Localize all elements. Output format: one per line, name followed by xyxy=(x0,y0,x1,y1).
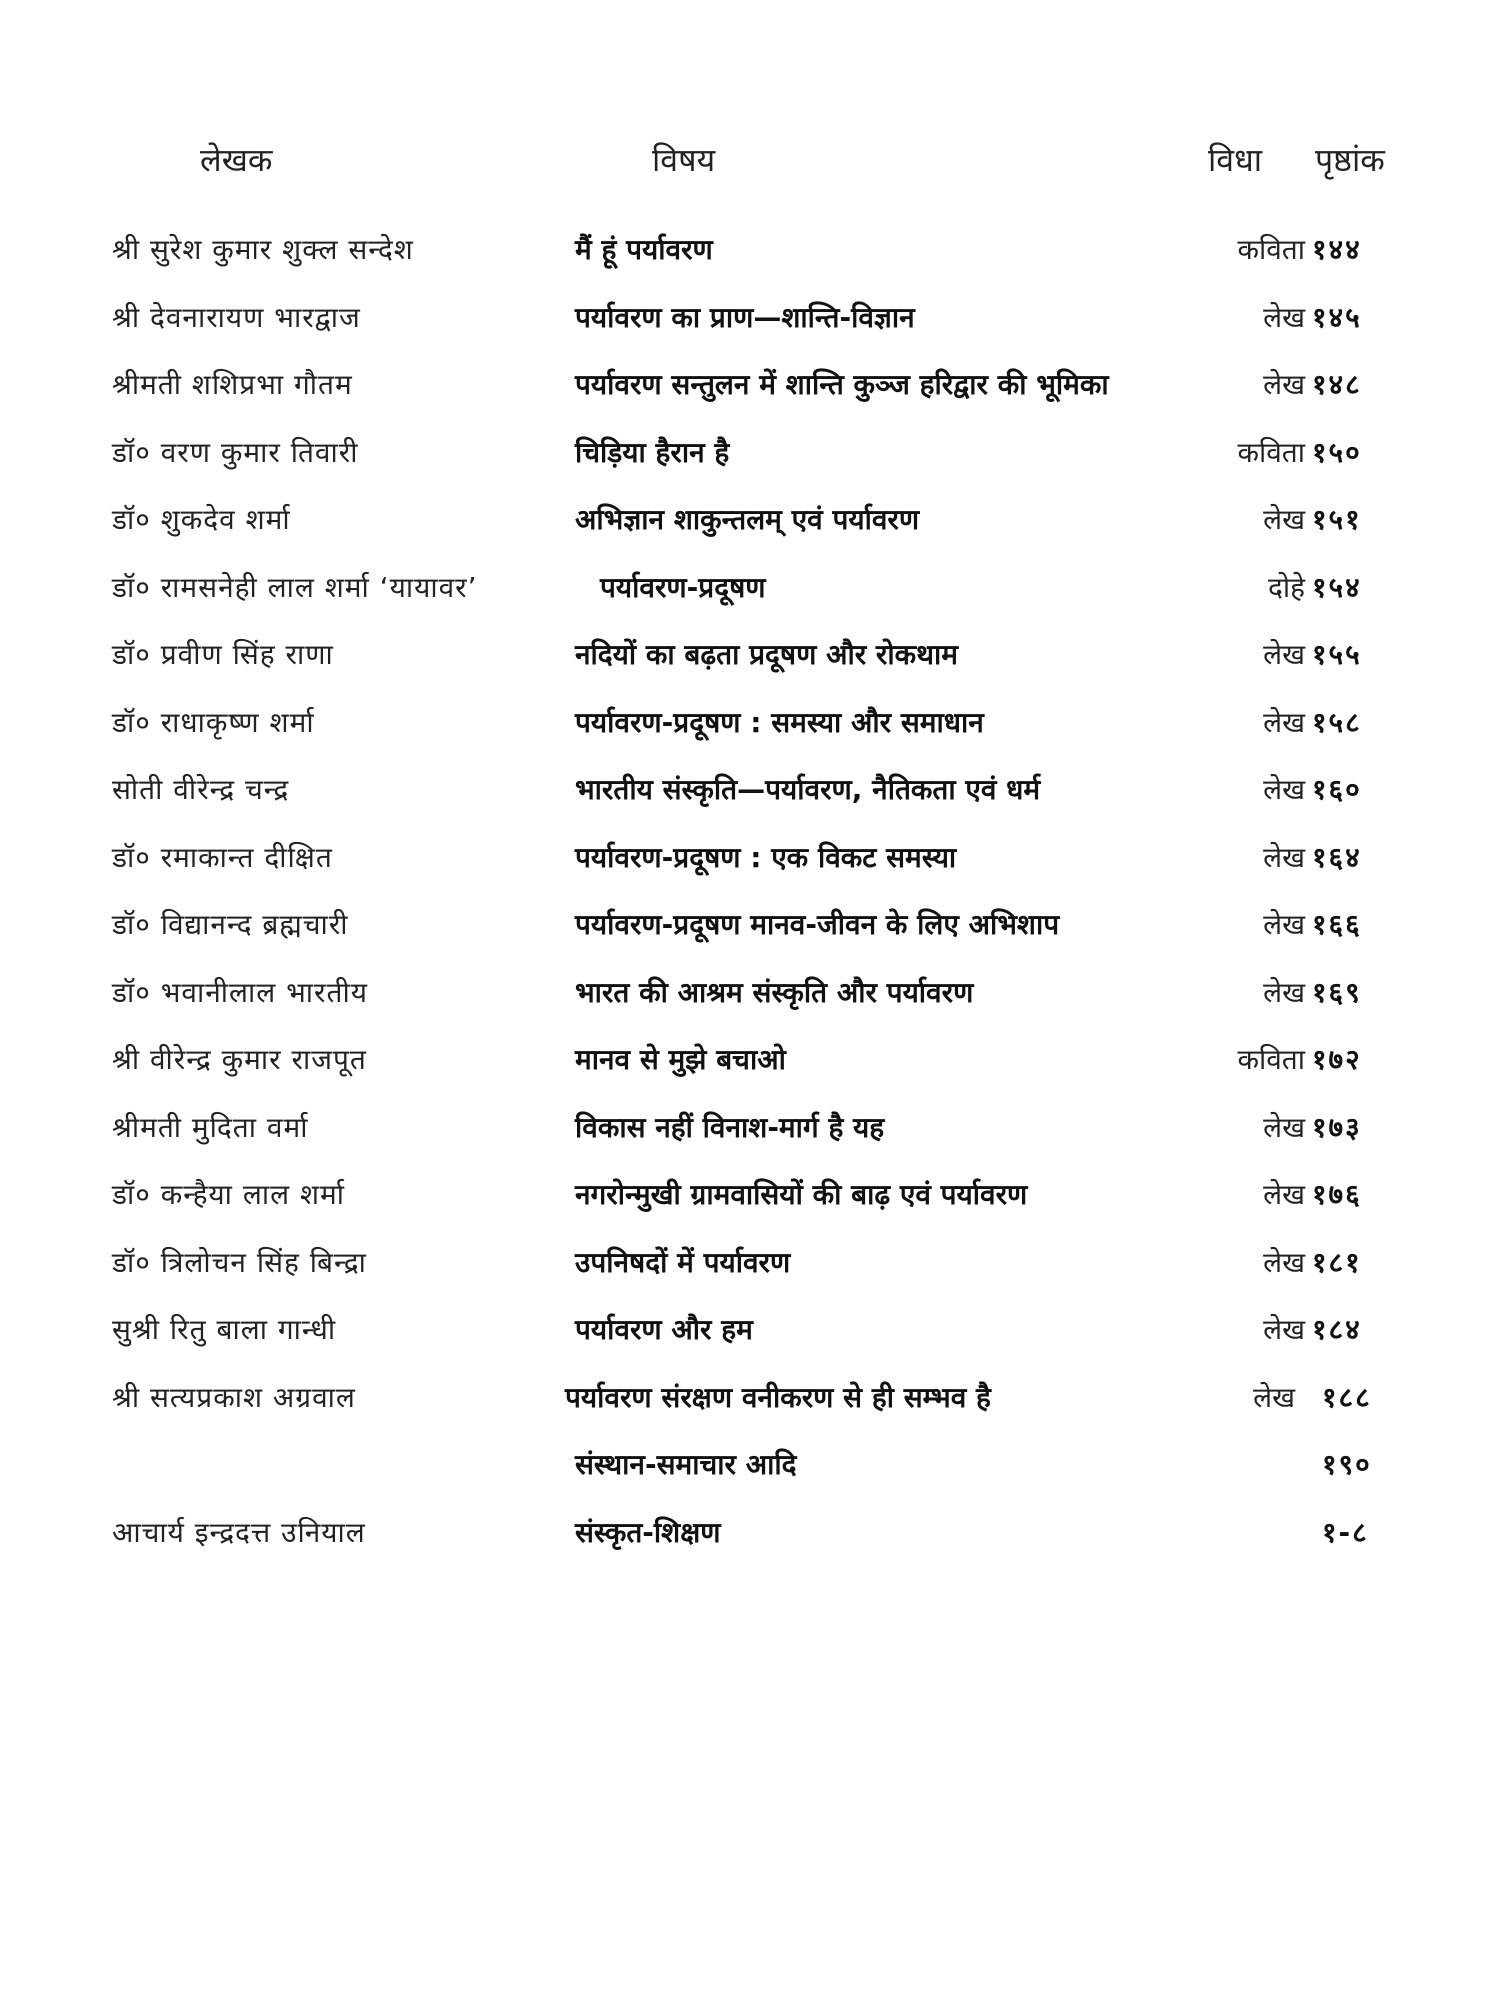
row-page: १६० xyxy=(1312,773,1362,806)
table-row xyxy=(0,830,1500,898)
row-genre: लेख xyxy=(1263,773,1305,806)
row-subject: भारत की आश्रम संस्कृति और पर्यावरण xyxy=(575,975,974,1009)
row-page: १४४ xyxy=(1312,233,1362,266)
row-author: श्रीमती मुदिता वर्मा xyxy=(112,1110,309,1144)
table-header xyxy=(0,138,1500,188)
row-subject: पर्यावरण-प्रदूषण मानव-जीवन के लिए अभिशाप xyxy=(575,908,1060,941)
row-author: आचार्य इन्द्रदत्त उनियाल xyxy=(112,1515,366,1549)
row-page: १७६ xyxy=(1312,1178,1362,1211)
table-row xyxy=(0,492,1500,560)
row-genre: लेख xyxy=(1263,368,1305,401)
row-genre: लेख xyxy=(1263,638,1305,671)
row-subject: मैं हूं पर्यावरण xyxy=(575,233,713,266)
row-subject: पर्यावरण संरक्षण वनीकरण से ही सम्भव है xyxy=(565,1380,991,1414)
contents-list xyxy=(0,222,1500,1572)
row-genre: कविता xyxy=(1237,1043,1305,1076)
row-author: डॉ० शुकदेव शर्मा xyxy=(112,503,291,536)
row-author: सुश्री रितु बाला गान्धी xyxy=(112,1313,337,1346)
row-subject: पर्यावरण सन्तुलन में शान्ति कुञ्ज हरिद्वार की भूमिका xyxy=(575,368,1109,401)
table-row xyxy=(0,425,1500,493)
row-page: १५४ xyxy=(1312,570,1362,604)
row-author: श्री देवनारायण भारद्वाज xyxy=(112,300,361,334)
row-subject: उपनिषदों में पर्यावरण xyxy=(575,1245,791,1279)
table-row xyxy=(0,1302,1500,1370)
row-author: श्रीमती शशिप्रभा गौतम xyxy=(112,368,353,401)
table-row xyxy=(0,965,1500,1033)
header-author: लेखक xyxy=(200,141,273,179)
row-genre: लेख xyxy=(1263,300,1305,334)
row-page: १५० xyxy=(1312,435,1362,469)
header-page: पृष्ठांक xyxy=(1315,141,1385,179)
row-author: सोती वीरेन्द्र चन्द्र xyxy=(112,773,290,806)
row-author: डॉ० कन्हैया लाल शर्मा xyxy=(112,1178,345,1211)
table-row xyxy=(0,1437,1500,1505)
table-row xyxy=(0,695,1500,763)
row-page: १५१ xyxy=(1312,503,1362,536)
row-genre: कविता xyxy=(1237,233,1305,266)
table-row xyxy=(0,357,1500,425)
row-author: डॉ० भवानीलाल भारतीय xyxy=(112,975,368,1009)
row-genre: लेख xyxy=(1263,975,1305,1009)
row-page: १-८ xyxy=(1322,1515,1369,1549)
row-genre: लेख xyxy=(1263,503,1305,536)
table-row xyxy=(0,1100,1500,1168)
row-subject: संस्थान-समाचार आदि xyxy=(575,1448,797,1481)
row-genre: दोहे xyxy=(1268,570,1305,604)
row-genre: लेख xyxy=(1263,705,1305,739)
header-genre: विधा xyxy=(1208,141,1263,179)
row-genre: लेख xyxy=(1253,1380,1295,1414)
row-subject: नदियों का बढ़ता प्रदूषण और रोकथाम xyxy=(575,638,959,671)
row-author: डॉ० राधाकृष्ण शर्मा xyxy=(112,705,315,739)
row-page: १६४ xyxy=(1312,840,1362,874)
row-subject: अभिज्ञान शाकुन्तलम् एवं पर्यावरण xyxy=(575,503,920,536)
row-subject: पर्यावरण-प्रदूषण xyxy=(600,570,766,604)
row-subject: पर्यावरण और हम xyxy=(575,1313,753,1346)
row-author: डॉ० रामसनेही लाल शर्मा ‘यायावर’ xyxy=(112,570,478,604)
row-genre: लेख xyxy=(1263,1245,1305,1279)
row-author: श्री वीरेन्द्र कुमार राजपूत xyxy=(112,1043,367,1076)
table-row xyxy=(0,897,1500,965)
row-page: १८८ xyxy=(1322,1380,1372,1414)
row-page: १७३ xyxy=(1312,1110,1362,1144)
table-row xyxy=(0,627,1500,695)
row-page: १५८ xyxy=(1312,705,1362,739)
table-row xyxy=(0,1370,1500,1438)
row-subject: पर्यावरण-प्रदूषण : एक विकट समस्या xyxy=(575,840,957,874)
row-subject: विकास नहीं विनाश-मार्ग है यह xyxy=(575,1110,885,1144)
table-row xyxy=(0,560,1500,628)
row-author: डॉ० त्रिलोचन सिंह बिन्द्रा xyxy=(112,1245,367,1279)
row-author: डॉ० रमाकान्त दीक्षित xyxy=(112,840,333,874)
table-row xyxy=(0,1167,1500,1235)
row-page: १४८ xyxy=(1312,368,1362,401)
table-row xyxy=(0,222,1500,290)
row-genre: लेख xyxy=(1263,1313,1305,1346)
row-author: डॉ० प्रवीण सिंह राणा xyxy=(112,638,334,671)
row-page: १६९ xyxy=(1312,975,1362,1009)
row-genre: लेख xyxy=(1263,908,1305,941)
row-page: १९० xyxy=(1322,1448,1372,1481)
row-author: श्री सुरेश कुमार शुक्ल सन्देश xyxy=(112,233,414,266)
row-page: १४५ xyxy=(1312,300,1362,334)
row-genre: कविता xyxy=(1237,435,1305,469)
table-row xyxy=(0,1505,1500,1573)
row-subject: पर्यावरण का प्राण—शान्ति-विज्ञान xyxy=(575,300,915,334)
row-subject: चिड़िया हैरान है xyxy=(575,435,730,469)
header-subject: विषय xyxy=(652,141,716,179)
row-author: श्री सत्यप्रकाश अग्रवाल xyxy=(112,1380,356,1414)
row-genre: लेख xyxy=(1263,840,1305,874)
row-genre: लेख xyxy=(1263,1178,1305,1211)
row-page: १६६ xyxy=(1312,908,1362,941)
row-author: डॉ० विद्यानन्द ब्रह्मचारी xyxy=(112,908,349,941)
row-page: १७२ xyxy=(1312,1043,1362,1076)
row-page: १५५ xyxy=(1312,638,1362,671)
table-row xyxy=(0,290,1500,358)
table-row xyxy=(0,1235,1500,1303)
row-subject: मानव से मुझे बचाओ xyxy=(575,1043,786,1076)
row-subject: पर्यावरण-प्रदूषण : समस्या और समाधान xyxy=(575,705,984,739)
row-subject: संस्कृत-शिक्षण xyxy=(575,1515,721,1549)
row-page: १८१ xyxy=(1312,1245,1362,1279)
row-author: डॉ० वरण कुमार तिवारी xyxy=(112,435,359,469)
table-row xyxy=(0,1032,1500,1100)
row-page: १८४ xyxy=(1312,1313,1362,1346)
row-subject: भारतीय संस्कृति—पर्यावरण, नैतिकता एवं धर्म xyxy=(575,773,1041,806)
table-row xyxy=(0,762,1500,830)
row-genre: लेख xyxy=(1263,1110,1305,1144)
row-subject: नगरोन्मुखी ग्रामवासियों की बाढ़ एवं पर्यावरण xyxy=(575,1178,1028,1211)
